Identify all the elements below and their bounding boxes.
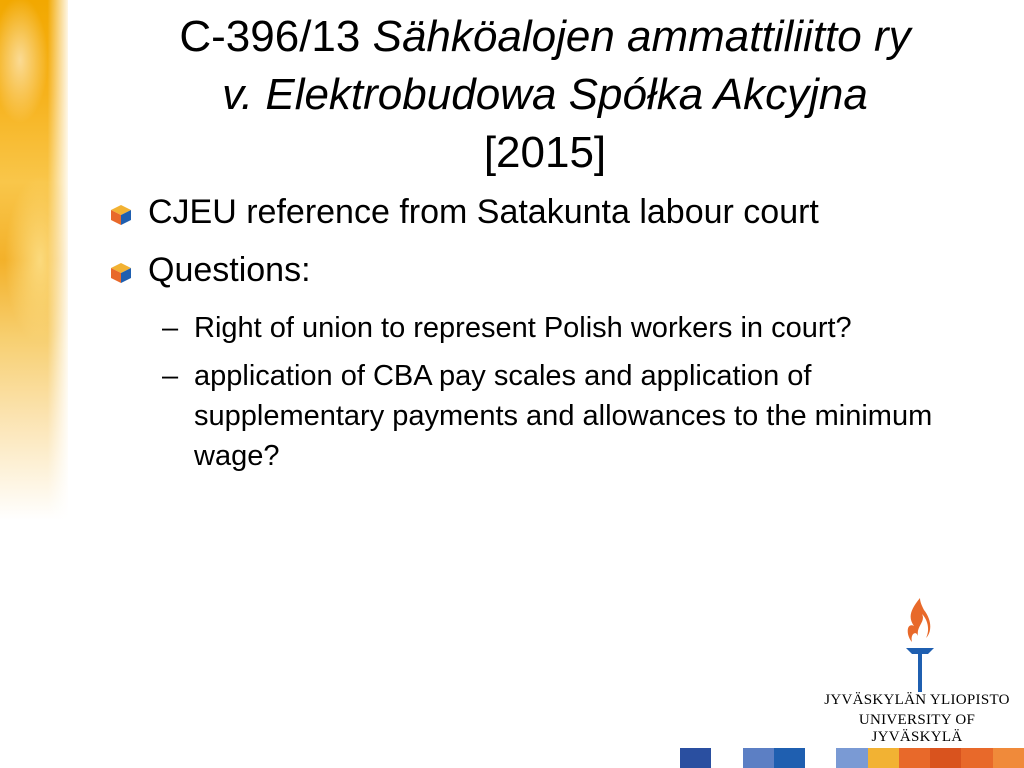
sub-bullet-item [110,308,990,348]
color-strip [680,748,1024,768]
bullet-item [110,192,990,232]
slide-title [90,8,1000,182]
bullet-item [110,250,990,290]
bullet-text: Questions: [148,251,311,289]
parties-line2: v. Elektrobudowa Spółka Akcyjna [222,70,868,119]
sub-bullet-text: Right of union to represent Polish workers in court? [194,312,852,344]
university-name-en: UNIVERSITY OF JYVÄSKYLÄ [858,712,976,745]
sub-bullet-item [110,356,990,476]
parties-line1: Sähköalojen ammattiliitto ry [372,12,911,61]
side-photo-strip [0,0,68,520]
sub-bullet-text: application of CBA pay scales and application of supplementary payments and allowances to the minimum wage? [194,360,933,472]
university-name-fi: JYVÄSKYLÄN YLIOPISTO [824,692,1010,708]
slide-content [110,192,990,484]
cube-bullet-icon [110,204,132,226]
case-number: C-396/13 [179,12,361,61]
university-logo [812,596,1022,745]
cube-bullet-icon [110,262,132,284]
torch-icon [900,596,940,696]
dash-bullet-icon: – [162,312,179,344]
case-year: [2015] [483,128,607,177]
bullet-text: CJEU reference from Satakunta labour court [148,193,819,231]
dash-bullet-icon: – [162,360,179,392]
